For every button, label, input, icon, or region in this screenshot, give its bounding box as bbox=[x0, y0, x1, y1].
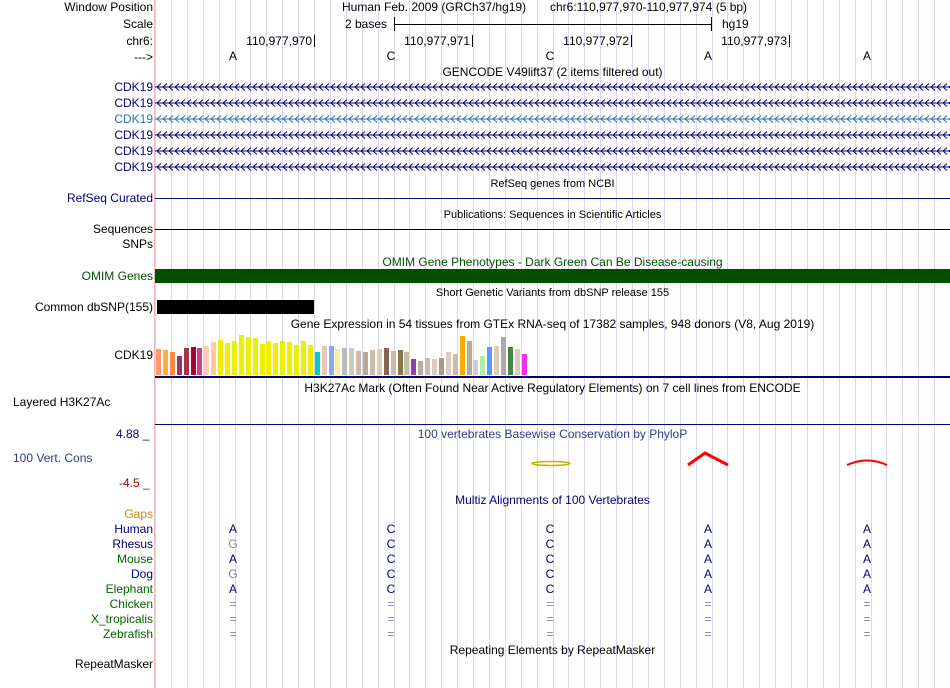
aligned-base: A bbox=[862, 567, 871, 581]
scale-db: hg19 bbox=[722, 17, 749, 31]
omim-title: OMIM Gene Phenotypes - Dark Green Can Be Disease-causing bbox=[382, 255, 723, 269]
gencode-transcript-label[interactable]: CDK19 bbox=[114, 128, 153, 142]
aligned-base: = bbox=[387, 627, 395, 641]
gtex-tissue-bar[interactable] bbox=[391, 351, 396, 375]
gtex-tissue-bar[interactable] bbox=[225, 343, 230, 375]
scale-label: Scale bbox=[122, 17, 153, 31]
gtex-tissue-bar[interactable] bbox=[439, 358, 444, 375]
h3k27ac-label[interactable]: Layered H3K27Ac bbox=[13, 395, 111, 409]
aligned-base: A bbox=[703, 567, 712, 581]
gtex-tissue-bar[interactable] bbox=[363, 352, 368, 375]
dbsnp-title: Short Genetic Variants from dbSNP release 155 bbox=[435, 287, 670, 299]
gtex-tissue-bar[interactable] bbox=[329, 346, 334, 375]
aligned-base: A bbox=[703, 582, 712, 596]
publications-title: Publications: Sequences in Scientific Articles bbox=[443, 209, 662, 221]
refseq-label[interactable]: RefSeq Curated bbox=[66, 191, 153, 205]
gtex-tissue-bar[interactable] bbox=[398, 350, 403, 375]
gtex-label[interactable]: CDK19 bbox=[114, 348, 153, 362]
gtex-tissue-bar[interactable] bbox=[473, 360, 478, 375]
gtex-tissue-bar[interactable] bbox=[501, 337, 506, 375]
gtex-tissue-bar[interactable] bbox=[197, 348, 202, 375]
gtex-tissue-bar[interactable] bbox=[232, 341, 237, 375]
gtex-tissue-bar[interactable] bbox=[508, 347, 513, 375]
reference-base[interactable]: C bbox=[545, 49, 555, 63]
aligned-base: C bbox=[386, 552, 396, 566]
cons-label[interactable]: 100 Vert. Cons bbox=[13, 451, 93, 465]
publications-label[interactable]: Sequences bbox=[92, 222, 153, 236]
aligned-base: A bbox=[862, 582, 871, 596]
ruler-tick-label: 110,977,972 bbox=[563, 34, 629, 48]
species-label[interactable]: Dog bbox=[130, 567, 153, 581]
gtex-tissue-bar[interactable] bbox=[522, 354, 527, 375]
gtex-tissue-bar[interactable] bbox=[239, 335, 244, 375]
gtex-tissue-bar[interactable] bbox=[204, 346, 209, 375]
gtex-tissue-bar[interactable] bbox=[446, 352, 451, 375]
reference-base[interactable]: A bbox=[703, 49, 712, 63]
gencode-transcript-label[interactable]: CDK19 bbox=[114, 80, 153, 94]
repeatmasker-label[interactable]: RepeatMasker bbox=[74, 657, 153, 671]
gtex-tissue-bar[interactable] bbox=[432, 359, 437, 375]
aligned-base: C bbox=[545, 537, 555, 551]
gtex-tissue-bar[interactable] bbox=[156, 349, 161, 375]
dbsnp-label[interactable]: Common dbSNP(155) bbox=[34, 300, 153, 314]
gencode-transcript-label[interactable]: CDK19 bbox=[114, 144, 153, 158]
gencode-transcript-label[interactable]: CDK19 bbox=[114, 96, 153, 110]
gtex-tissue-bar[interactable] bbox=[335, 349, 340, 375]
gencode-transcript[interactable] bbox=[155, 147, 950, 156]
strand-label: ---> bbox=[134, 50, 153, 64]
gtex-tissue-bar[interactable] bbox=[260, 344, 265, 375]
aligned-base: = bbox=[546, 612, 554, 626]
gtex-tissue-bar[interactable] bbox=[266, 341, 271, 375]
aligned-base: C bbox=[545, 552, 555, 566]
reference-base[interactable]: A bbox=[862, 49, 871, 63]
gtex-tissue-bar[interactable] bbox=[480, 356, 485, 375]
aligned-base: C bbox=[545, 522, 555, 536]
position-readout[interactable]: chr6:110,977,970-110,977,974 (5 bp) bbox=[550, 0, 748, 14]
aligned-base: = bbox=[863, 597, 871, 611]
species-label[interactable]: Chicken bbox=[109, 597, 153, 611]
gtex-tissue-bar[interactable] bbox=[377, 349, 382, 375]
species-label[interactable]: Rhesus bbox=[112, 537, 153, 551]
reference-base[interactable]: C bbox=[386, 49, 396, 63]
aligned-base: = bbox=[229, 597, 237, 611]
gtex-tissue-bar[interactable] bbox=[356, 351, 361, 375]
gaps-label[interactable]: Gaps bbox=[124, 507, 153, 521]
aligned-base: G bbox=[228, 537, 238, 551]
gencode-transcript[interactable] bbox=[155, 83, 950, 92]
aligned-base: C bbox=[386, 537, 396, 551]
assembly-label: Human Feb. 2009 (GRCh37/hg19) bbox=[342, 0, 527, 14]
gtex-tissue-bar[interactable] bbox=[425, 358, 430, 375]
aligned-base: A bbox=[862, 522, 871, 536]
gtex-tissue-bar[interactable] bbox=[253, 338, 258, 375]
aligned-base: = bbox=[387, 612, 395, 626]
dbsnp-variant[interactable] bbox=[157, 300, 314, 314]
aligned-base: = bbox=[704, 597, 712, 611]
refseq-line bbox=[155, 198, 950, 199]
gencode-transcript[interactable] bbox=[155, 99, 950, 108]
phylop-red-mark-2 bbox=[847, 461, 887, 466]
omim-bar[interactable] bbox=[155, 269, 950, 283]
aligned-base: C bbox=[545, 582, 555, 596]
gencode-transcript[interactable] bbox=[155, 115, 950, 124]
refseq-title: RefSeq genes from NCBI bbox=[490, 178, 615, 190]
gtex-tissue-bar[interactable] bbox=[349, 348, 354, 375]
gtex-tissue-bar[interactable] bbox=[246, 337, 251, 375]
aligned-base: = bbox=[229, 612, 237, 626]
gtex-tissue-bar[interactable] bbox=[273, 343, 278, 375]
aligned-base: C bbox=[386, 522, 396, 536]
cons-min: -4.5 _ bbox=[119, 476, 150, 490]
repeatmasker-title: Repeating Elements by RepeatMasker bbox=[449, 643, 656, 657]
aligned-base: G bbox=[228, 567, 238, 581]
publications-line bbox=[155, 229, 950, 230]
aligned-base: = bbox=[229, 627, 237, 641]
gtex-tissue-bar[interactable] bbox=[280, 341, 285, 375]
h3k27ac-line bbox=[155, 424, 950, 425]
species-label[interactable]: Zebrafish bbox=[102, 627, 153, 641]
gencode-transcript[interactable] bbox=[155, 163, 950, 172]
gtex-tissue-bar[interactable] bbox=[494, 346, 499, 375]
gtex-tissue-bar[interactable] bbox=[170, 352, 175, 375]
snps-label[interactable]: SNPs bbox=[122, 237, 153, 251]
species-label[interactable]: Human bbox=[114, 522, 153, 536]
gtex-tissue-bar[interactable] bbox=[315, 352, 320, 375]
gtex-tissue-bar[interactable] bbox=[411, 359, 416, 375]
gtex-baseline bbox=[155, 376, 950, 378]
phylop-yellow-mark bbox=[532, 462, 570, 466]
gtex-tissue-bar[interactable] bbox=[301, 341, 306, 375]
h3k27ac-title: H3K27Ac Mark (Often Found Near Active Regulatory Elements) on 7 cell lines from ENCODE bbox=[304, 381, 801, 395]
gtex-tissue-bar[interactable] bbox=[515, 349, 520, 375]
gtex-tissue-bar[interactable] bbox=[218, 340, 223, 375]
ruler-tick-mark bbox=[314, 35, 315, 47]
aligned-base: = bbox=[704, 627, 712, 641]
aligned-base: A bbox=[703, 552, 712, 566]
gtex-tissue-bar[interactable] bbox=[384, 348, 389, 375]
aligned-base: A bbox=[228, 582, 237, 596]
ruler-tick-label: 110,977,970 bbox=[246, 34, 312, 48]
gtex-tissue-bar[interactable] bbox=[211, 342, 216, 375]
reference-base[interactable]: A bbox=[228, 49, 237, 63]
scale-value: 2 bases bbox=[345, 17, 388, 31]
gtex-tissue-bar[interactable] bbox=[418, 361, 423, 375]
scale-bar-right bbox=[711, 17, 712, 31]
aligned-base: = bbox=[546, 597, 554, 611]
gtex-tissue-bar[interactable] bbox=[453, 354, 458, 375]
gtex-tissue-bar[interactable] bbox=[404, 352, 409, 375]
aligned-base: A bbox=[228, 552, 237, 566]
gtex-tissue-bar[interactable] bbox=[370, 350, 375, 375]
gtex-tissue-bar[interactable] bbox=[163, 350, 168, 375]
cons-title: 100 vertebrates Basewise Conservation by PhyloP bbox=[417, 427, 688, 441]
ruler-tick-mark bbox=[789, 35, 790, 47]
scale-bar bbox=[394, 24, 712, 25]
gtex-tissue-bar[interactable] bbox=[487, 347, 492, 375]
gtex-tissue-bar[interactable] bbox=[467, 341, 472, 375]
gtex-tissue-bar[interactable] bbox=[184, 348, 189, 375]
gtex-tissue-bar[interactable] bbox=[294, 345, 299, 375]
window-position-label: Window Position bbox=[64, 0, 153, 14]
aligned-base: A bbox=[228, 522, 237, 536]
gtex-tissue-bar[interactable] bbox=[342, 348, 347, 375]
gtex-tissue-bar[interactable] bbox=[308, 345, 313, 375]
aligned-base: A bbox=[703, 537, 712, 551]
gtex-tissue-bar[interactable] bbox=[287, 342, 292, 375]
aligned-base: C bbox=[545, 567, 555, 581]
gencode-transcript-label[interactable]: CDK19 bbox=[114, 160, 153, 174]
aligned-base: = bbox=[387, 597, 395, 611]
omim-label[interactable]: OMIM Genes bbox=[81, 269, 153, 283]
ruler-tick-label: 110,977,971 bbox=[404, 34, 470, 48]
chrom-label: chr6: bbox=[126, 34, 153, 48]
phylop-plot[interactable] bbox=[155, 448, 950, 468]
multiz-title: Multiz Alignments of 100 Vertebrates bbox=[455, 493, 650, 507]
gencode-title: GENCODE V49lift37 (2 items filtered out) bbox=[442, 65, 663, 79]
aligned-base: C bbox=[386, 567, 396, 581]
gtex-tissue-bar[interactable] bbox=[322, 346, 327, 375]
ruler-tick-mark bbox=[472, 35, 473, 47]
aligned-base: = bbox=[863, 612, 871, 626]
gtex-tissue-bar[interactable] bbox=[191, 347, 196, 375]
species-label[interactable]: X_tropicalis bbox=[90, 612, 153, 626]
gtex-tissue-bar[interactable] bbox=[460, 336, 465, 375]
cons-max: 4.88 _ bbox=[116, 427, 150, 441]
ruler-tick-label: 110,977,973 bbox=[721, 34, 787, 48]
aligned-base: = bbox=[704, 612, 712, 626]
aligned-base: A bbox=[703, 522, 712, 536]
species-label[interactable]: Mouse bbox=[116, 552, 153, 566]
gtex-bars[interactable] bbox=[156, 333, 536, 375]
aligned-base: A bbox=[862, 537, 871, 551]
gencode-transcript[interactable] bbox=[155, 131, 950, 140]
phylop-red-mark-1 bbox=[688, 453, 728, 465]
gencode-transcript-label[interactable]: CDK19 bbox=[114, 112, 153, 126]
species-label[interactable]: Elephant bbox=[105, 582, 153, 596]
aligned-base: = bbox=[863, 627, 871, 641]
gtex-title: Gene Expression in 54 tissues from GTEx RNA-seq of 17382 samples, 948 donors (V8, Aug 2019) bbox=[290, 317, 815, 331]
ruler-tick-mark bbox=[631, 35, 632, 47]
gtex-tissue-bar[interactable] bbox=[177, 356, 182, 375]
aligned-base: C bbox=[386, 582, 396, 596]
aligned-base: = bbox=[546, 627, 554, 641]
aligned-base: A bbox=[862, 552, 871, 566]
